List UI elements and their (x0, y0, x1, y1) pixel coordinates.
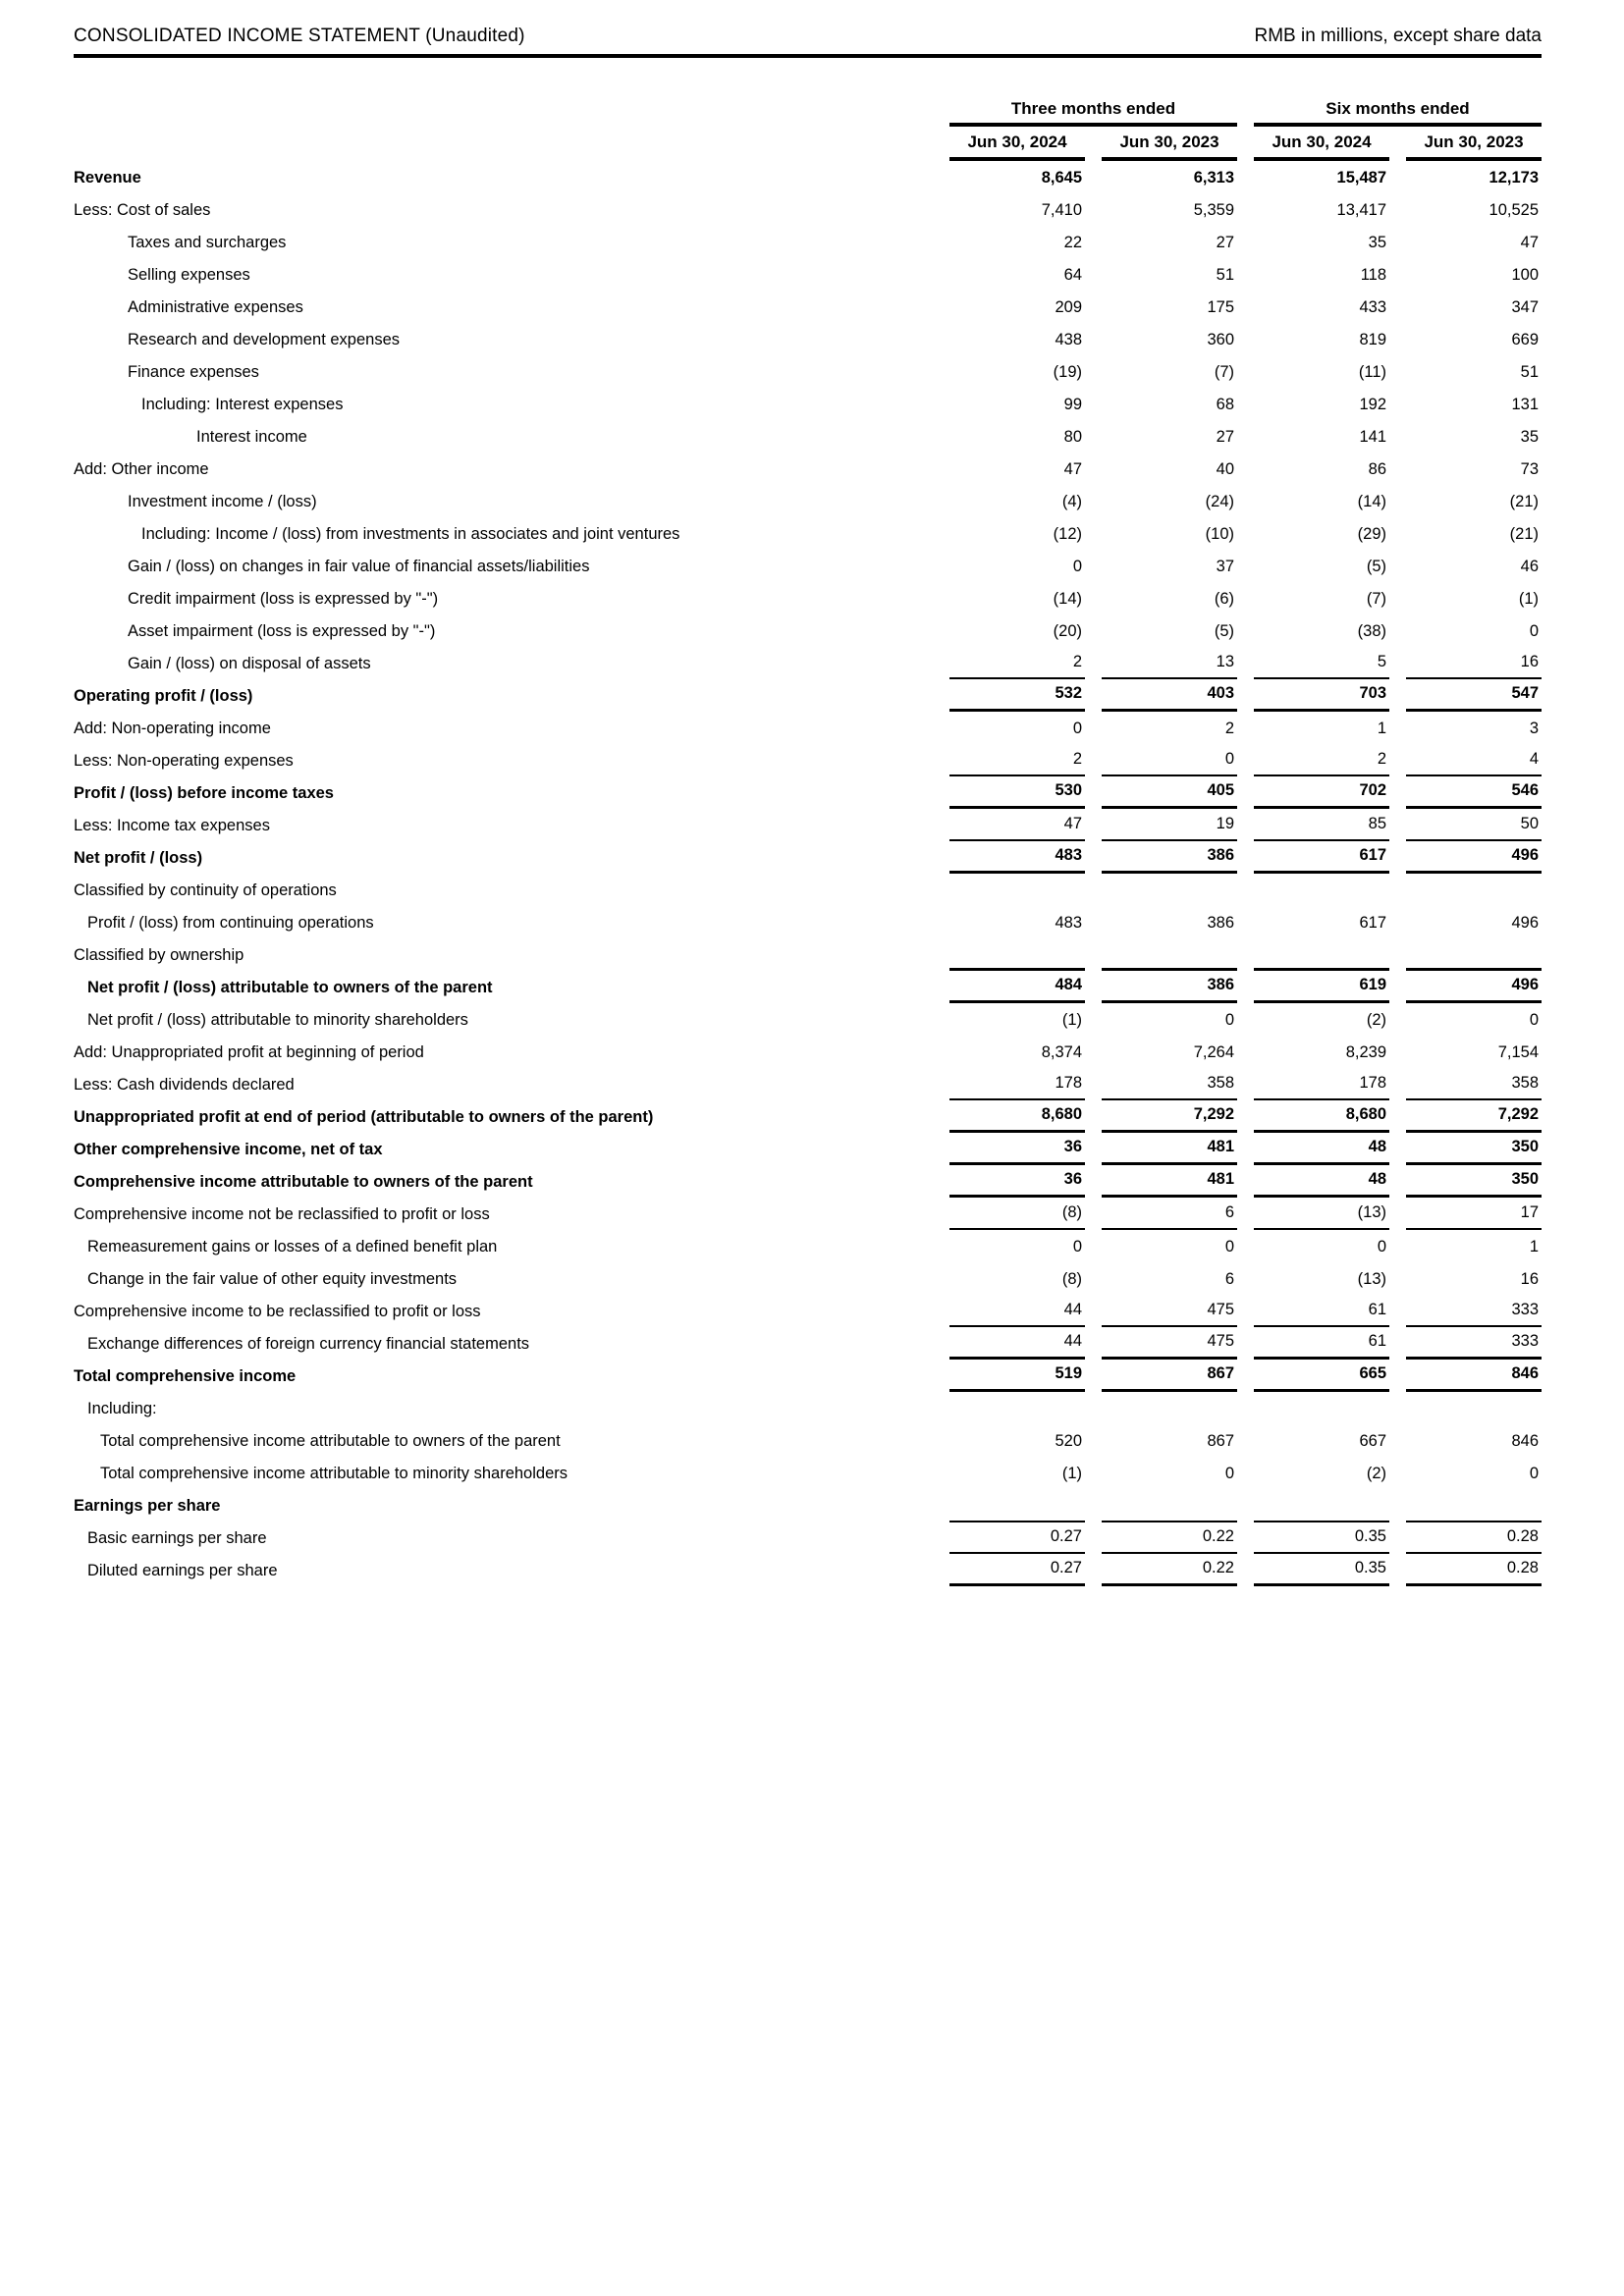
table-row (74, 550, 1542, 582)
value-cell: 15,487 (1336, 169, 1386, 187)
value-cell (1102, 900, 1237, 906)
value-cell: 2 (949, 749, 1085, 776)
row-label: Less: Cash dividends declared (74, 1076, 295, 1094)
value-cell: 532 (949, 683, 1085, 712)
value-cell: 7,292 (1406, 1104, 1542, 1133)
table-row (74, 355, 1542, 388)
value-cell: 0.35 (1254, 1558, 1389, 1586)
row-label: Earnings per share (74, 1497, 221, 1515)
table-row (74, 1003, 1542, 1036)
value-cell: 1 (1529, 1238, 1539, 1255)
table-row (74, 647, 1542, 679)
value-cell: 0.27 (949, 1521, 1085, 1554)
date-header-row (74, 129, 1542, 161)
column-header-date: Jun 30, 2024 (1254, 129, 1389, 161)
column-header-date: Jun 30, 2023 (1406, 129, 1542, 161)
value-cell: 73 (1520, 460, 1539, 478)
value-cell: 37 (1216, 558, 1234, 575)
table-row (74, 258, 1542, 291)
row-label: Gain / (loss) on disposal of assets (128, 655, 371, 672)
row-label: Net profit / (loss) (74, 849, 203, 867)
value-cell: (5) (1214, 622, 1234, 640)
value-cell: 0.27 (949, 1558, 1085, 1586)
value-cell: 13,417 (1336, 201, 1386, 219)
value-cell: 669 (1511, 331, 1539, 348)
row-label: Profit / (loss) from continuing operations (87, 914, 374, 932)
value-cell: (21) (1509, 525, 1539, 543)
row-label: Net profit / (loss) attributable to minority shareholders (87, 1011, 468, 1029)
row-label: Diluted earnings per share (87, 1562, 278, 1579)
row-label: Profit / (loss) before income taxes (74, 784, 334, 802)
table-row (74, 323, 1542, 355)
row-label: Operating profit / (loss) (74, 687, 253, 705)
table-row (74, 485, 1542, 517)
value-cell: (4) (1061, 493, 1082, 510)
row-label: Comprehensive income to be reclassified to profit or loss (74, 1303, 481, 1320)
row-label: Remeasurement gains or losses of a defined benefit plan (87, 1238, 498, 1255)
value-cell: 475 (1102, 1300, 1237, 1327)
table-row (74, 679, 1542, 712)
value-cell: 496 (1511, 914, 1539, 932)
value-cell: 496 (1406, 845, 1542, 874)
table-row (74, 712, 1542, 744)
row-label: Less: Income tax expenses (74, 817, 270, 834)
row-label: Including: Income / (loss) from investments in associates and joint ventures (141, 525, 680, 543)
value-cell: 702 (1254, 780, 1389, 809)
table-row (74, 161, 1542, 193)
value-cell: 36 (949, 1137, 1085, 1165)
value-cell: 6,313 (1193, 169, 1234, 187)
period-group-header-row (74, 99, 1542, 127)
value-cell: 403 (1102, 683, 1237, 712)
value-cell (1254, 1418, 1389, 1424)
value-cell: 51 (1520, 363, 1539, 381)
value-cell: 358 (1406, 1073, 1542, 1100)
table-row (74, 582, 1542, 614)
value-cell: 178 (1254, 1073, 1389, 1100)
value-cell: 1 (1377, 720, 1386, 737)
row-label: Less: Cost of sales (74, 201, 211, 219)
value-cell: (1) (1061, 1011, 1082, 1029)
row-label: Taxes and surcharges (128, 234, 287, 251)
income-statement-table (74, 99, 1542, 1586)
row-label: Including: Interest expenses (141, 396, 344, 413)
value-cell: 8,645 (1041, 169, 1082, 187)
table-row (74, 1360, 1542, 1392)
value-cell: (2) (1366, 1011, 1386, 1029)
value-cell: 0.28 (1406, 1521, 1542, 1554)
table-row (74, 1295, 1542, 1327)
value-cell: 405 (1102, 780, 1237, 809)
table-row (74, 614, 1542, 647)
value-cell: 22 (1063, 234, 1082, 251)
value-cell: 617 (1359, 914, 1386, 932)
value-cell: 475 (1102, 1331, 1237, 1360)
value-cell: 483 (1055, 914, 1082, 932)
value-cell: 8,374 (1041, 1043, 1082, 1061)
row-label: Gain / (loss) on changes in fair value of financial assets/liabilities (128, 558, 590, 575)
table-row (74, 1100, 1542, 1133)
value-cell: 6 (1224, 1270, 1234, 1288)
value-cell: 3 (1529, 720, 1539, 737)
value-cell: 0 (1224, 1238, 1234, 1255)
row-label: Less: Non-operating expenses (74, 752, 294, 770)
value-cell: 0 (1224, 1011, 1234, 1029)
value-cell: 433 (1359, 298, 1386, 316)
value-cell: 19 (1102, 814, 1237, 841)
value-cell (1406, 1418, 1542, 1424)
value-cell: 2 (949, 652, 1085, 679)
value-cell: 10,525 (1489, 201, 1539, 219)
value-cell: (8) (949, 1202, 1085, 1230)
value-cell: 530 (949, 780, 1085, 809)
column-header-date: Jun 30, 2024 (949, 129, 1085, 161)
row-label: Unappropriated profit at end of period (attributable to owners of the parent) (74, 1108, 654, 1126)
value-cell: 2 (1224, 720, 1234, 737)
value-cell: (8) (1061, 1270, 1082, 1288)
table-row (74, 1165, 1542, 1198)
row-label: Add: Non-operating income (74, 720, 271, 737)
value-cell: (14) (1357, 493, 1386, 510)
row-label: Add: Unappropriated profit at beginning of period (74, 1043, 424, 1061)
value-cell: (1) (1061, 1465, 1082, 1482)
value-cell: 438 (1055, 331, 1082, 348)
value-cell: 333 (1406, 1300, 1542, 1327)
table-row (74, 226, 1542, 258)
value-cell: 178 (949, 1073, 1085, 1100)
value-cell: 99 (1063, 396, 1082, 413)
value-cell: 867 (1102, 1363, 1237, 1392)
value-cell: 496 (1406, 968, 1542, 1003)
row-label: Comprehensive income attributable to owners of the parent (74, 1173, 533, 1191)
table-row (74, 1327, 1542, 1360)
value-cell: (38) (1357, 622, 1386, 640)
value-cell: 192 (1359, 396, 1386, 413)
value-cell: 819 (1359, 331, 1386, 348)
value-cell: 350 (1406, 1137, 1542, 1165)
value-cell: 48 (1254, 1137, 1389, 1165)
value-cell: 481 (1102, 1169, 1237, 1198)
page-title: CONSOLIDATED INCOME STATEMENT (Unaudited) (74, 26, 525, 46)
row-label: Total comprehensive income (74, 1367, 297, 1385)
value-cell: 484 (949, 968, 1085, 1003)
value-cell: 7,292 (1102, 1104, 1237, 1133)
row-label: Change in the fair value of other equity investments (87, 1270, 458, 1288)
value-cell: 7,154 (1497, 1043, 1539, 1061)
table-row (74, 453, 1542, 485)
value-cell: 16 (1520, 1270, 1539, 1288)
value-cell: (6) (1214, 590, 1234, 608)
value-cell: 703 (1254, 683, 1389, 712)
value-cell: 665 (1254, 1363, 1389, 1392)
value-cell: 547 (1406, 683, 1542, 712)
value-cell: 617 (1254, 845, 1389, 874)
value-cell: 131 (1511, 396, 1539, 413)
table-row (74, 1489, 1542, 1522)
value-cell: 0.35 (1254, 1521, 1389, 1554)
row-label: Exchange differences of foreign currency financial statements (87, 1335, 530, 1353)
row-label: Investment income / (loss) (128, 493, 317, 510)
row-label: Selling expenses (128, 266, 250, 284)
value-cell: (29) (1357, 525, 1386, 543)
value-cell: 6 (1102, 1202, 1237, 1230)
table-row (74, 809, 1542, 841)
table-row (74, 744, 1542, 776)
value-cell: 68 (1216, 396, 1234, 413)
value-cell: (20) (1053, 622, 1082, 640)
statement-rows (74, 161, 1542, 1586)
group-header-six-months: Six months ended (1254, 99, 1542, 127)
value-cell: 47 (1063, 460, 1082, 478)
row-label: Net profit / (loss) attributable to owners of the parent (87, 979, 493, 996)
row-label: Other comprehensive income, net of tax (74, 1141, 383, 1158)
value-cell: 44 (949, 1300, 1085, 1327)
value-cell: (21) (1509, 493, 1539, 510)
value-cell: 51 (1216, 266, 1234, 284)
table-row (74, 193, 1542, 226)
value-cell: 481 (1102, 1137, 1237, 1165)
table-row (74, 906, 1542, 938)
row-label: Asset impairment (loss is expressed by "-") (128, 622, 436, 640)
value-cell: 867 (1207, 1432, 1234, 1450)
column-header-date: Jun 30, 2023 (1102, 129, 1237, 161)
value-cell: 0 (1102, 749, 1237, 776)
value-cell: 85 (1254, 814, 1389, 841)
value-cell: 44 (949, 1331, 1085, 1360)
table-row (74, 1554, 1542, 1586)
row-label: Basic earnings per share (87, 1529, 267, 1547)
value-cell: 5,359 (1193, 201, 1234, 219)
value-cell: 0 (1529, 1011, 1539, 1029)
value-cell: 0 (1377, 1238, 1386, 1255)
row-label: Comprehensive income not be reclassified to profit or loss (74, 1205, 490, 1223)
value-cell: 519 (949, 1363, 1085, 1392)
value-cell: 48 (1254, 1169, 1389, 1198)
value-cell: 360 (1207, 331, 1234, 348)
table-row (74, 1457, 1542, 1489)
value-cell: 386 (1102, 968, 1237, 1003)
value-cell: 36 (949, 1169, 1085, 1198)
value-cell: 16 (1406, 652, 1542, 679)
value-cell: (7) (1214, 363, 1234, 381)
table-row (74, 841, 1542, 874)
value-cell: 40 (1216, 460, 1234, 478)
value-cell: 0 (1072, 720, 1082, 737)
value-cell: (13) (1254, 1202, 1389, 1230)
table-row (74, 517, 1542, 550)
table-row (74, 420, 1542, 453)
value-cell: 2 (1254, 749, 1389, 776)
row-label: Including: (87, 1400, 157, 1417)
value-cell: (5) (1366, 558, 1386, 575)
value-cell: 12,173 (1489, 169, 1539, 187)
value-cell: 175 (1207, 298, 1234, 316)
value-cell: 17 (1406, 1202, 1542, 1230)
value-cell: 8,239 (1345, 1043, 1386, 1061)
value-cell: (1) (1518, 590, 1539, 608)
value-cell: 27 (1216, 234, 1234, 251)
table-row (74, 776, 1542, 809)
row-label: Total comprehensive income attributable to minority shareholders (100, 1465, 568, 1482)
table-row (74, 388, 1542, 420)
value-cell: 50 (1406, 814, 1542, 841)
value-cell: 86 (1368, 460, 1386, 478)
value-cell: 386 (1102, 845, 1237, 874)
value-cell: (24) (1205, 493, 1234, 510)
row-label: Add: Other income (74, 460, 209, 478)
value-cell: 141 (1359, 428, 1386, 446)
row-label: Administrative expenses (128, 298, 303, 316)
value-cell: (13) (1357, 1270, 1386, 1288)
value-cell: (12) (1053, 525, 1082, 543)
row-label: Finance expenses (128, 363, 259, 381)
table-row (74, 1522, 1542, 1554)
value-cell: (11) (1358, 363, 1386, 381)
value-cell: 47 (949, 814, 1085, 841)
value-cell: (14) (1053, 590, 1082, 608)
table-row (74, 1068, 1542, 1100)
value-cell: 61 (1254, 1331, 1389, 1360)
value-cell: 0.28 (1406, 1558, 1542, 1586)
value-cell (1406, 900, 1542, 906)
value-cell: 0 (1224, 1465, 1234, 1482)
table-row (74, 1230, 1542, 1262)
value-cell: 0.22 (1102, 1521, 1237, 1554)
value-cell: (7) (1366, 590, 1386, 608)
value-cell: 358 (1102, 1073, 1237, 1100)
value-cell: 619 (1254, 968, 1389, 1003)
value-cell: (2) (1366, 1465, 1386, 1482)
value-cell: 13 (1102, 652, 1237, 679)
table-row (74, 1198, 1542, 1230)
row-label: Classified by continuity of operations (74, 881, 337, 899)
value-cell: 520 (1055, 1432, 1082, 1450)
value-cell (949, 900, 1085, 906)
row-label: Credit impairment (loss is expressed by "-") (128, 590, 439, 608)
value-cell: 8,680 (949, 1104, 1085, 1133)
row-label: Classified by ownership (74, 946, 244, 964)
value-cell: 64 (1063, 266, 1082, 284)
value-cell: 483 (949, 845, 1085, 874)
value-cell: 546 (1406, 780, 1542, 809)
value-cell: 0 (1072, 558, 1082, 575)
table-row (74, 874, 1542, 906)
value-cell: (10) (1205, 525, 1234, 543)
table-row (74, 938, 1542, 971)
table-row (74, 1392, 1542, 1424)
value-cell: 8,680 (1254, 1104, 1389, 1133)
value-cell: 118 (1360, 266, 1386, 284)
value-cell: 100 (1511, 266, 1539, 284)
value-cell (1254, 900, 1389, 906)
value-cell: 4 (1406, 749, 1542, 776)
unit-note: RMB in millions, except share data (1254, 26, 1542, 46)
value-cell: 209 (1055, 298, 1082, 316)
value-cell: 386 (1207, 914, 1234, 932)
table-row (74, 1424, 1542, 1457)
value-cell: 5 (1254, 652, 1389, 679)
value-cell: 7,264 (1193, 1043, 1234, 1061)
value-cell (949, 1418, 1085, 1424)
value-cell (1102, 1418, 1237, 1424)
value-cell: 0 (1529, 1465, 1539, 1482)
value-cell: 7,410 (1041, 201, 1082, 219)
value-cell: 350 (1406, 1169, 1542, 1198)
value-cell: 0 (1529, 622, 1539, 640)
table-row (74, 1036, 1542, 1068)
value-cell: (19) (1053, 363, 1082, 381)
value-cell: 347 (1511, 298, 1539, 316)
value-cell: 667 (1359, 1432, 1386, 1450)
table-row (74, 1262, 1542, 1295)
group-header-three-months: Three months ended (949, 99, 1237, 127)
row-label: Interest income (196, 428, 307, 446)
value-cell: 333 (1406, 1331, 1542, 1360)
value-cell: 80 (1063, 428, 1082, 446)
row-label: Research and development expenses (128, 331, 401, 348)
table-row (74, 291, 1542, 323)
value-cell: 0.22 (1102, 1558, 1237, 1586)
row-label: Revenue (74, 169, 141, 187)
value-cell: 846 (1511, 1432, 1539, 1450)
value-cell: 61 (1254, 1300, 1389, 1327)
value-cell: 0 (1072, 1238, 1082, 1255)
value-cell: 47 (1520, 234, 1539, 251)
row-label: Total comprehensive income attributable to owners of the parent (100, 1432, 561, 1450)
document-header (74, 26, 1542, 58)
value-cell: 27 (1216, 428, 1234, 446)
value-cell: 35 (1368, 234, 1386, 251)
value-cell: 46 (1520, 558, 1539, 575)
value-cell: 35 (1520, 428, 1539, 446)
table-row (74, 1133, 1542, 1165)
table-row (74, 971, 1542, 1003)
value-cell: 846 (1406, 1363, 1542, 1392)
